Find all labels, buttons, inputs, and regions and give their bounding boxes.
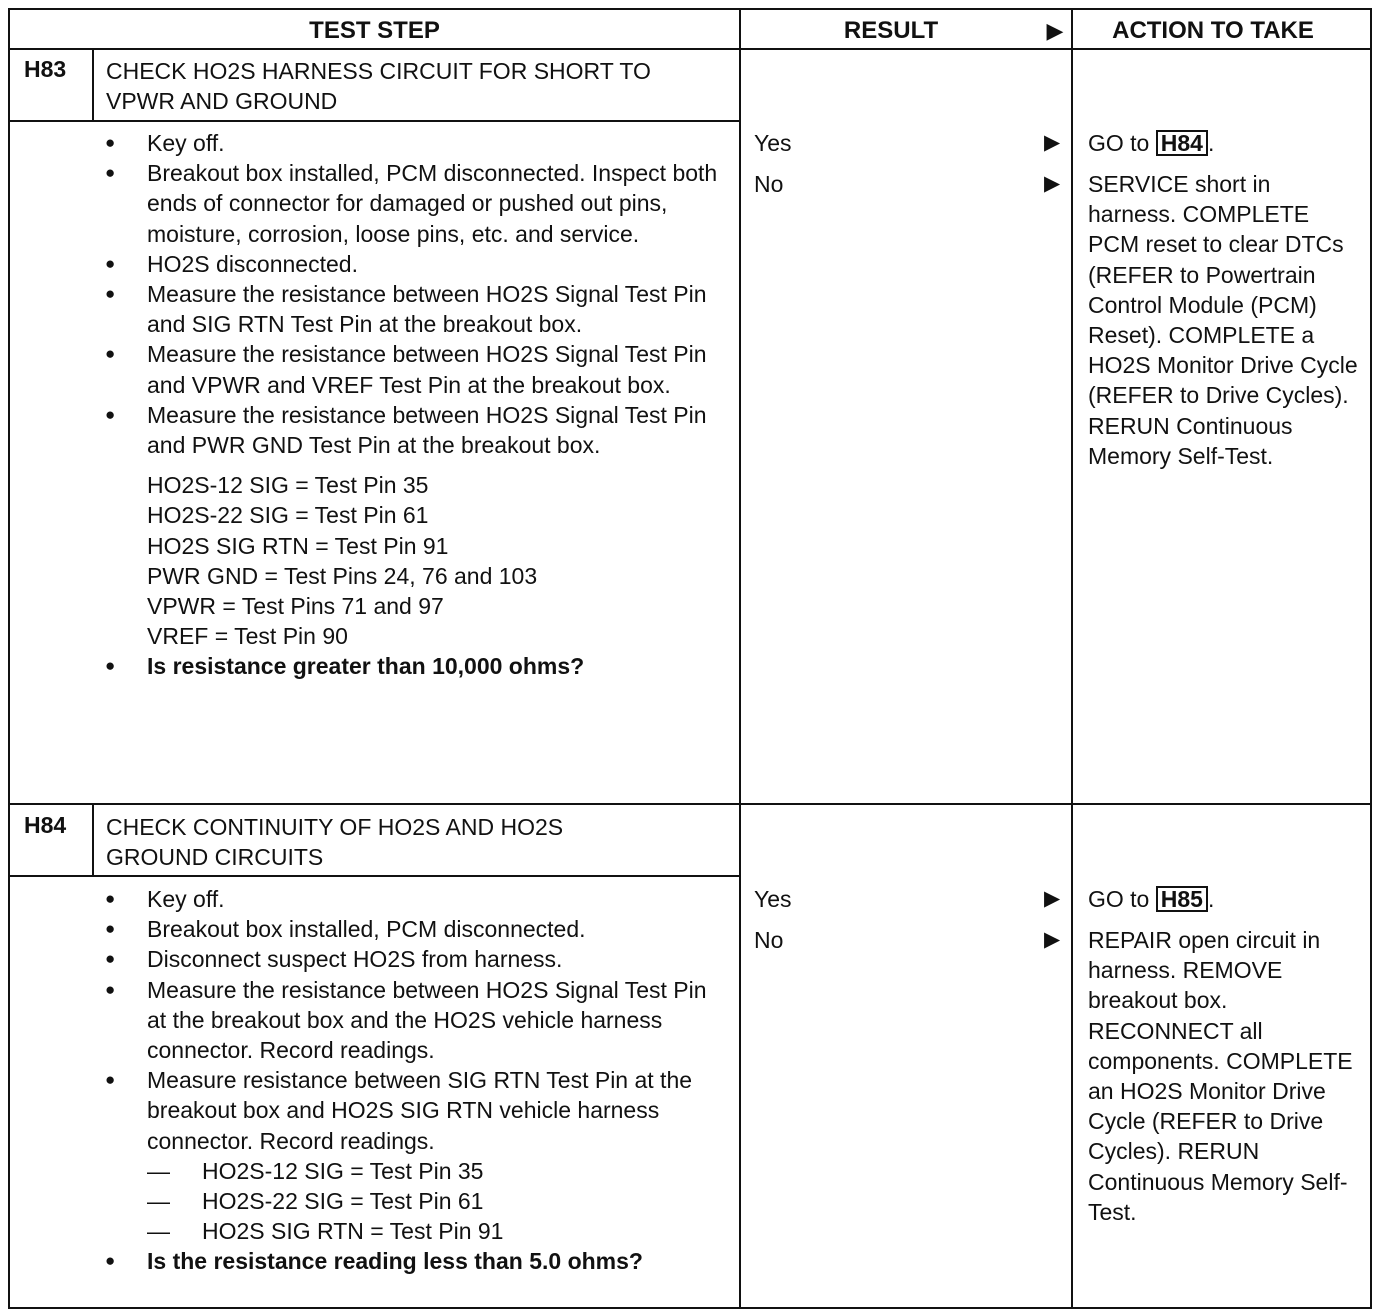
list-item: ● Breakout box installed, PCM disconnected. Inspect both ends of connector for damaged or pushed out pins, moisture, corrosion, loose pins, etc. and service. xyxy=(104,158,724,249)
action-text: . xyxy=(1207,886,1215,912)
step-title-h84: CHECK CONTINUITY OF HO2S AND HO2S GROUND CIRCUITS xyxy=(106,814,564,870)
pin-assignment: HO2S SIG RTN = Test Pin 91 xyxy=(147,532,449,559)
pin-assignment: HO2S-12 SIG = Test Pin 35 xyxy=(147,472,429,499)
list-item: ● Measure resistance between SIG RTN Test Pin at the breakout box and HO2S SIG RTN vehicle harness connector. Record readings. xyxy=(104,1065,724,1156)
action-no-h83: SERVICE short in harness. COMPLETE PCM reset to clear DTCs (REFER to Powertrain Control Module (PCM) Reset). COMPLETE a HO2S Monitor Drive Cycle (REFER to Drive Cycles). RERUN Continuous Memory Self-Test. xyxy=(1088,171,1358,469)
test-question: ● Is resistance greater than 10,000 ohms? xyxy=(104,651,724,681)
action-text: . xyxy=(1207,130,1215,156)
header-arrow-icon: ▶ xyxy=(1046,18,1064,43)
arrow-icon: ▶ xyxy=(1044,928,1061,951)
list-item: ● Key off. xyxy=(104,884,724,914)
result-action-divider xyxy=(1071,8,1073,1309)
pin-assignment: — HO2S-12 SIG = Test Pin 35 xyxy=(104,1156,724,1186)
pin-assignment: VREF = Test Pin 90 xyxy=(147,623,348,650)
h83-title-bottom-border xyxy=(8,120,740,122)
table-right-border xyxy=(1370,8,1372,1309)
header-action-to-take: ACTION TO TAKE xyxy=(1112,17,1314,44)
result-yes-h84: Yes xyxy=(754,886,792,912)
step-id-divider-h84 xyxy=(92,803,94,877)
step-title-h83: CHECK HO2S HARNESS CIRCUIT FOR SHORT TO VPWR AND GROUND xyxy=(106,58,651,114)
arrow-icon: ▶ xyxy=(1044,131,1061,154)
pin-assignment: PWR GND = Test Pins 24, 76 and 103 xyxy=(147,562,538,589)
step-reference-h85[interactable]: H85 xyxy=(1156,886,1208,912)
h83-row-bottom-border xyxy=(8,803,1372,805)
pin-assignment: VPWR = Test Pins 71 and 97 xyxy=(147,593,444,620)
test-question: ● Is the resistance reading less than 5.0 ohms? xyxy=(104,1246,647,1276)
list-item: ● Breakout box installed, PCM disconnected. xyxy=(104,914,724,944)
arrow-icon: ▶ xyxy=(1044,887,1061,910)
list-item: ● Measure the resistance between HO2S Signal Test Pin and VPWR and VREF Test Pin at the breakout box. xyxy=(104,339,724,399)
step-id-h84: H84 xyxy=(24,812,67,838)
action-yes-h83 xyxy=(1088,128,1360,158)
test-step-result-divider xyxy=(739,8,741,1309)
list-item: ● Measure the resistance between HO2S Signal Test Pin and PWR GND Test Pin at the breakout box. xyxy=(104,400,724,460)
result-no-h84: No xyxy=(754,927,784,953)
list-item: ● Disconnect suspect HO2S from harness. xyxy=(104,944,724,974)
pin-assignment: HO2S-22 SIG = Test Pin 61 xyxy=(147,502,429,529)
pin-assignment: — HO2S-22 SIG = Test Pin 61 xyxy=(104,1186,724,1216)
h83-instructions xyxy=(104,128,724,682)
list-item: ● Key off. xyxy=(104,128,724,158)
h84-title-bottom-border xyxy=(8,875,740,877)
step-id-divider-h83 xyxy=(92,48,94,122)
action-text: GO to xyxy=(1088,886,1156,912)
action-no-h84: REPAIR open circuit in harness. REMOVE breakout box. RECONNECT all components. COMPLETE an HO2S Monitor Drive Cycle (REFER to Drive Cycles). RERUN Continuous Memory Self-Test. xyxy=(1088,927,1353,1225)
action-text: GO to xyxy=(1088,130,1156,156)
pin-assignment: — HO2S SIG RTN = Test Pin 91 xyxy=(104,1216,724,1246)
list-item: ● Measure the resistance between HO2S Signal Test Pin and SIG RTN Test Pin at the breakout box. xyxy=(104,279,724,339)
step-reference-h84[interactable]: H84 xyxy=(1156,130,1208,156)
header-result: RESULT xyxy=(843,17,939,44)
table-top-border xyxy=(8,8,1372,10)
result-no-h83: No xyxy=(754,171,784,197)
arrow-icon: ▶ xyxy=(1044,172,1061,195)
action-yes-h84 xyxy=(1088,884,1360,914)
header-test-step: TEST STEP xyxy=(309,17,440,44)
table-left-border xyxy=(8,8,10,1309)
list-item: ● HO2S disconnected. xyxy=(104,249,724,279)
h84-instructions xyxy=(104,884,724,1277)
result-yes-h83: Yes xyxy=(754,130,792,156)
step-id-h83: H83 xyxy=(24,56,67,82)
table-bottom-border xyxy=(8,1307,1372,1309)
list-item: ● Measure the resistance between HO2S Signal Test Pin at the breakout box and the HO2S vehicle harness connector. Record readings. xyxy=(104,975,724,1066)
